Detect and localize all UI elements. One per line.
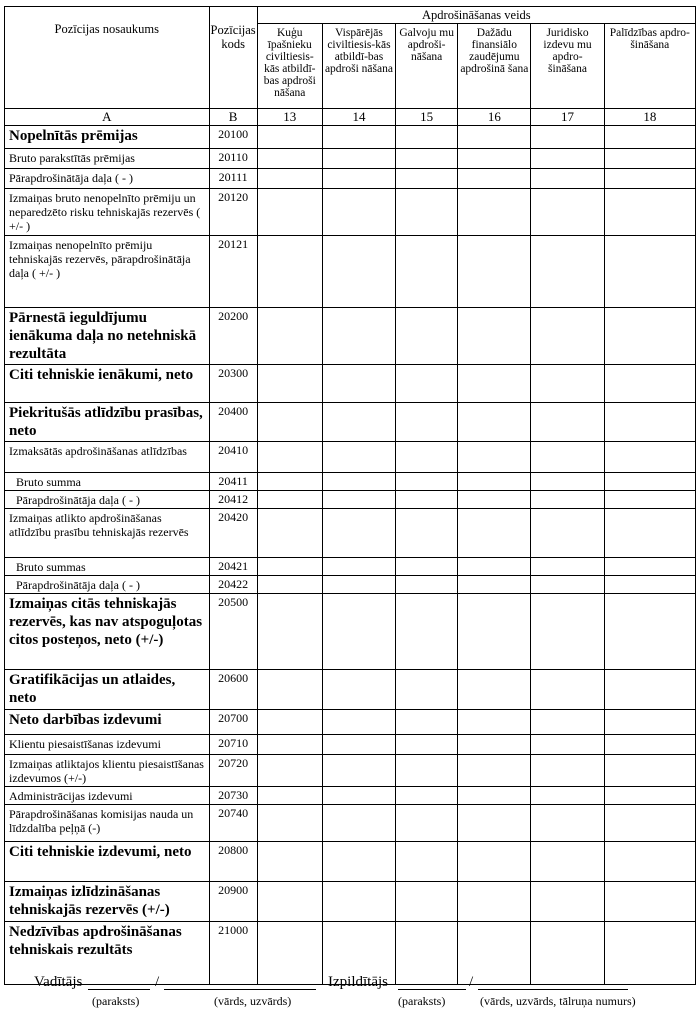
value-cell-15[interactable] [396, 670, 458, 710]
slash-2: / [469, 974, 474, 990]
value-cell-18[interactable] [604, 670, 695, 710]
value-cell-17[interactable] [531, 710, 604, 735]
value-cell-13[interactable] [257, 308, 322, 365]
column-number-18: 18 [604, 109, 695, 126]
row-code: 20900 [209, 882, 257, 922]
value-cell-14[interactable] [322, 365, 395, 403]
row-code: 20500 [209, 594, 257, 670]
table-row [5, 576, 696, 594]
value-cell-15[interactable] [396, 558, 458, 576]
column-number-17: 17 [531, 109, 604, 126]
value-cell-16[interactable] [458, 558, 531, 576]
value-cell-15[interactable] [396, 442, 458, 473]
table-row [5, 403, 696, 442]
value-cell-16[interactable] [458, 491, 531, 509]
value-cell-17[interactable] [531, 558, 604, 576]
value-cell-16[interactable] [458, 805, 531, 842]
value-cell-13[interactable] [257, 882, 322, 922]
row-code: 20730 [209, 787, 257, 805]
row-code: 20120 [209, 189, 257, 236]
column-header-17: Juridisko izdevu mu apdro-šināšana [531, 24, 604, 109]
value-cell-17[interactable] [531, 509, 604, 558]
value-cell-14[interactable] [322, 842, 395, 882]
value-cell-13[interactable] [257, 365, 322, 403]
value-cell-18[interactable] [604, 882, 695, 922]
value-cell-18[interactable] [604, 755, 695, 787]
value-cell-13[interactable] [257, 473, 322, 491]
value-cell-18[interactable] [604, 149, 695, 169]
row-code: 20121 [209, 236, 257, 308]
table-row [5, 805, 696, 842]
table-row [5, 842, 696, 882]
value-cell-15[interactable] [396, 882, 458, 922]
column-number-13: 13 [257, 109, 322, 126]
header-code: Pozīcijas kods [209, 7, 257, 109]
value-cell-16[interactable] [458, 403, 531, 442]
value-cell-18[interactable] [604, 236, 695, 308]
value-cell-17[interactable] [531, 126, 604, 149]
value-cell-16[interactable] [458, 126, 531, 149]
row-label: Pārapdrošināšanas komisijas nauda un līdzdalība peļņā (-) [5, 805, 210, 842]
value-cell-14[interactable] [322, 236, 395, 308]
value-cell-17[interactable] [531, 755, 604, 787]
row-code: 20420 [209, 509, 257, 558]
table-row [5, 189, 696, 236]
value-cell-16[interactable] [458, 149, 531, 169]
value-cell-15[interactable] [396, 755, 458, 787]
table-row [5, 882, 696, 922]
value-cell-14[interactable] [322, 403, 395, 442]
row-label: Bruto summa [5, 473, 210, 491]
value-cell-13[interactable] [257, 442, 322, 473]
value-cell-18[interactable] [604, 308, 695, 365]
value-cell-18[interactable] [604, 735, 695, 755]
column-header-16: Dažādu finansiālo zaudējumu apdrošinā šana [458, 24, 531, 109]
value-cell-16[interactable] [458, 442, 531, 473]
column-header-15: Galvoju mu apdroši-nāšana [396, 24, 458, 109]
value-cell-17[interactable] [531, 473, 604, 491]
row-label: Nopelnītās prēmijas [5, 126, 210, 149]
value-cell-18[interactable] [604, 842, 695, 882]
value-cell-13[interactable] [257, 126, 322, 149]
table-row [5, 473, 696, 491]
row-label: Izmaksātās apdrošināšanas atlīdzības [5, 442, 210, 473]
value-cell-13[interactable] [257, 755, 322, 787]
value-cell-14[interactable] [322, 755, 395, 787]
row-label: Neto darbības izdevumi [5, 710, 210, 735]
value-cell-17[interactable] [531, 189, 604, 236]
value-cell-17[interactable] [531, 787, 604, 805]
row-code: 20110 [209, 149, 257, 169]
value-cell-16[interactable] [458, 755, 531, 787]
table-row [5, 735, 696, 755]
value-cell-14[interactable] [322, 558, 395, 576]
value-cell-14[interactable] [322, 882, 395, 922]
value-cell-16[interactable] [458, 842, 531, 882]
value-cell-13[interactable] [257, 403, 322, 442]
table-row [5, 594, 696, 670]
value-cell-13[interactable] [257, 149, 322, 169]
row-code: 20740 [209, 805, 257, 842]
report-table [4, 6, 696, 985]
table-row [5, 365, 696, 403]
value-cell-16[interactable] [458, 189, 531, 236]
value-cell-15[interactable] [396, 735, 458, 755]
column-letter-a: A [5, 109, 210, 126]
value-cell-18[interactable] [604, 126, 695, 149]
row-code: 20100 [209, 126, 257, 149]
value-cell-18[interactable] [604, 805, 695, 842]
value-cell-13[interactable] [257, 509, 322, 558]
value-cell-18[interactable] [604, 558, 695, 576]
value-cell-15[interactable] [396, 576, 458, 594]
manager-signature-field[interactable] [88, 973, 150, 990]
table-row [5, 755, 696, 787]
row-label: Bruto summas [5, 558, 210, 576]
value-cell-14[interactable] [322, 491, 395, 509]
row-code: 20300 [209, 365, 257, 403]
row-code: 21000 [209, 922, 257, 985]
executor-label: Izpildītājs [328, 974, 388, 990]
table-row [5, 670, 696, 710]
row-code: 20600 [209, 670, 257, 710]
value-cell-16[interactable] [458, 882, 531, 922]
manager-name-field[interactable] [164, 973, 316, 990]
table-row [5, 509, 696, 558]
header-name: Pozīcijas nosaukums [5, 7, 210, 109]
value-cell-15[interactable] [396, 491, 458, 509]
value-cell-14[interactable] [322, 576, 395, 594]
row-label: Administrācijas izdevumi [5, 787, 210, 805]
value-cell-13[interactable] [257, 710, 322, 735]
value-cell-14[interactable] [322, 442, 395, 473]
value-cell-18[interactable] [604, 442, 695, 473]
row-code: 20710 [209, 735, 257, 755]
executor-name-caption: (vārds, uzvārds, tālruņa numurs) [480, 994, 636, 1008]
manager-label: Vadītājs [34, 974, 83, 990]
value-cell-15[interactable] [396, 710, 458, 735]
value-cell-15[interactable] [396, 126, 458, 149]
table-row [5, 442, 696, 473]
column-header-18: Palīdzības apdro-šināšana [604, 24, 695, 109]
value-cell-14[interactable] [322, 169, 395, 189]
value-cell-16[interactable] [458, 787, 531, 805]
value-cell-18[interactable] [604, 594, 695, 670]
row-label: Pārapdrošinātāja daļa ( - ) [5, 169, 210, 189]
table-row [5, 149, 696, 169]
row-code: 20421 [209, 558, 257, 576]
value-cell-15[interactable] [396, 594, 458, 670]
value-cell-14[interactable] [322, 509, 395, 558]
value-cell-17[interactable] [531, 149, 604, 169]
value-cell-13[interactable] [257, 805, 322, 842]
executor-signature-field[interactable] [398, 973, 466, 990]
row-label: Pārapdrošinātāja daļa ( - ) [5, 576, 210, 594]
value-cell-13[interactable] [257, 491, 322, 509]
value-cell-17[interactable] [531, 308, 604, 365]
column-number-16: 16 [458, 109, 531, 126]
value-cell-14[interactable] [322, 594, 395, 670]
row-code: 20412 [209, 491, 257, 509]
value-cell-14[interactable] [322, 710, 395, 735]
value-cell-14[interactable] [322, 735, 395, 755]
row-label: Gratifikācijas un atlaides, neto [5, 670, 210, 710]
row-code: 20411 [209, 473, 257, 491]
value-cell-15[interactable] [396, 787, 458, 805]
value-cell-18[interactable] [604, 710, 695, 735]
row-label: Izmaiņas citās tehniskajās rezervēs, kas nav atspoguļotas citos posteņos, neto (+/-) [5, 594, 210, 670]
table-row [5, 787, 696, 805]
row-code: 20111 [209, 169, 257, 189]
value-cell-17[interactable] [531, 442, 604, 473]
value-cell-18[interactable] [604, 509, 695, 558]
row-label: Nedzīvības apdrošināšanas tehniskais rezultāts [5, 922, 210, 985]
row-label: Izmaiņas izlīdzināšanas tehniskajās rezervēs (+/-) [5, 882, 210, 922]
value-cell-17[interactable] [531, 842, 604, 882]
value-cell-17[interactable] [531, 805, 604, 842]
value-cell-14[interactable] [322, 308, 395, 365]
value-cell-16[interactable] [458, 576, 531, 594]
value-cell-15[interactable] [396, 805, 458, 842]
value-cell-17[interactable] [531, 882, 604, 922]
value-cell-16[interactable] [458, 710, 531, 735]
value-cell-16[interactable] [458, 735, 531, 755]
value-cell-13[interactable] [257, 576, 322, 594]
table-row [5, 126, 696, 149]
row-label: Izmaiņas bruto nenopelnīto prēmiju un neparedzēto risku tehniskajās rezervēs ( +/- ) [5, 189, 210, 236]
value-cell-16[interactable] [458, 308, 531, 365]
value-cell-17[interactable] [531, 169, 604, 189]
value-cell-16[interactable] [458, 670, 531, 710]
value-cell-15[interactable] [396, 236, 458, 308]
value-cell-15[interactable] [396, 189, 458, 236]
value-cell-18[interactable] [604, 189, 695, 236]
value-cell-15[interactable] [396, 308, 458, 365]
value-cell-17[interactable] [531, 576, 604, 594]
value-cell-13[interactable] [257, 189, 322, 236]
value-cell-18[interactable] [604, 787, 695, 805]
row-code: 20800 [209, 842, 257, 882]
value-cell-14[interactable] [322, 805, 395, 842]
column-header-13: Kuģu īpašnieku civiltiesis-kās atbildī-bas apdroši nāšana [257, 24, 322, 109]
row-code: 20700 [209, 710, 257, 735]
column-number-15: 15 [396, 109, 458, 126]
column-letter-b: B [209, 109, 257, 126]
value-cell-13[interactable] [257, 236, 322, 308]
value-cell-16[interactable] [458, 236, 531, 308]
row-label: Izmaiņas atlikto apdrošināšanas atlīdzību prasību tehniskajās rezervēs [5, 509, 210, 558]
value-cell-13[interactable] [257, 735, 322, 755]
value-cell-13[interactable] [257, 558, 322, 576]
slash-1: / [155, 974, 160, 990]
row-label: Citi tehniskie izdevumi, neto [5, 842, 210, 882]
value-cell-16[interactable] [458, 509, 531, 558]
value-cell-18[interactable] [604, 576, 695, 594]
row-code: 20422 [209, 576, 257, 594]
value-cell-16[interactable] [458, 473, 531, 491]
value-cell-16[interactable] [458, 169, 531, 189]
row-label: Pārapdrošinātāja daļa ( - ) [5, 491, 210, 509]
value-cell-15[interactable] [396, 365, 458, 403]
value-cell-14[interactable] [322, 149, 395, 169]
value-cell-13[interactable] [257, 169, 322, 189]
value-cell-13[interactable] [257, 670, 322, 710]
table-row [5, 710, 696, 735]
row-label: Pārnestā ieguldījumu ienākuma daļa no netehniskā rezultāta [5, 308, 210, 365]
value-cell-18[interactable] [604, 365, 695, 403]
row-label: Izmaiņas atliktajos klientu piesaistīšanas izdevumos (+/-) [5, 755, 210, 787]
value-cell-13[interactable] [257, 787, 322, 805]
value-cell-15[interactable] [396, 473, 458, 491]
row-label: Citi tehniskie ienākumi, neto [5, 365, 210, 403]
header-group: Apdrošināšanas veids [257, 7, 695, 24]
executor-name-field[interactable] [478, 973, 628, 990]
value-cell-17[interactable] [531, 670, 604, 710]
manager-signature-caption: (paraksts) [92, 994, 140, 1008]
table-row [5, 491, 696, 509]
row-label: Piekritušās atlīdzību prasības, neto [5, 403, 210, 442]
value-cell-14[interactable] [322, 473, 395, 491]
value-cell-17[interactable] [531, 491, 604, 509]
row-label: Bruto parakstītās prēmijas [5, 149, 210, 169]
value-cell-13[interactable] [257, 842, 322, 882]
row-label: Izmaiņas nenopelnīto prēmiju tehniskajās rezervēs, pārapdrošinātāja daļa ( +/- ) [5, 236, 210, 308]
value-cell-14[interactable] [322, 787, 395, 805]
table-row [5, 236, 696, 308]
value-cell-17[interactable] [531, 594, 604, 670]
row-code: 20720 [209, 755, 257, 787]
signature-block [0, 976, 700, 1011]
value-cell-17[interactable] [531, 236, 604, 308]
column-header-14: Vispārējās civiltiesis-kās atbildī-bas apdroši nāšana [322, 24, 395, 109]
row-code: 20400 [209, 403, 257, 442]
value-cell-18[interactable] [604, 169, 695, 189]
table-row [5, 169, 696, 189]
row-label: Klientu piesaistīšanas izdevumi [5, 735, 210, 755]
value-cell-13[interactable] [257, 594, 322, 670]
value-cell-18[interactable] [604, 403, 695, 442]
value-cell-14[interactable] [322, 670, 395, 710]
executor-signature-caption: (paraksts) [398, 994, 446, 1008]
value-cell-17[interactable] [531, 403, 604, 442]
column-number-14: 14 [322, 109, 395, 126]
row-code: 20200 [209, 308, 257, 365]
value-cell-15[interactable] [396, 403, 458, 442]
value-cell-17[interactable] [531, 365, 604, 403]
value-cell-16[interactable] [458, 594, 531, 670]
value-cell-18[interactable] [604, 491, 695, 509]
value-cell-15[interactable] [396, 169, 458, 189]
value-cell-15[interactable] [396, 149, 458, 169]
value-cell-14[interactable] [322, 189, 395, 236]
manager-name-caption: (vārds, uzvārds) [214, 994, 292, 1008]
table-row [5, 558, 696, 576]
value-cell-15[interactable] [396, 509, 458, 558]
value-cell-16[interactable] [458, 365, 531, 403]
value-cell-18[interactable] [604, 473, 695, 491]
value-cell-14[interactable] [322, 126, 395, 149]
table-row [5, 308, 696, 365]
value-cell-17[interactable] [531, 735, 604, 755]
value-cell-15[interactable] [396, 842, 458, 882]
row-code: 20410 [209, 442, 257, 473]
